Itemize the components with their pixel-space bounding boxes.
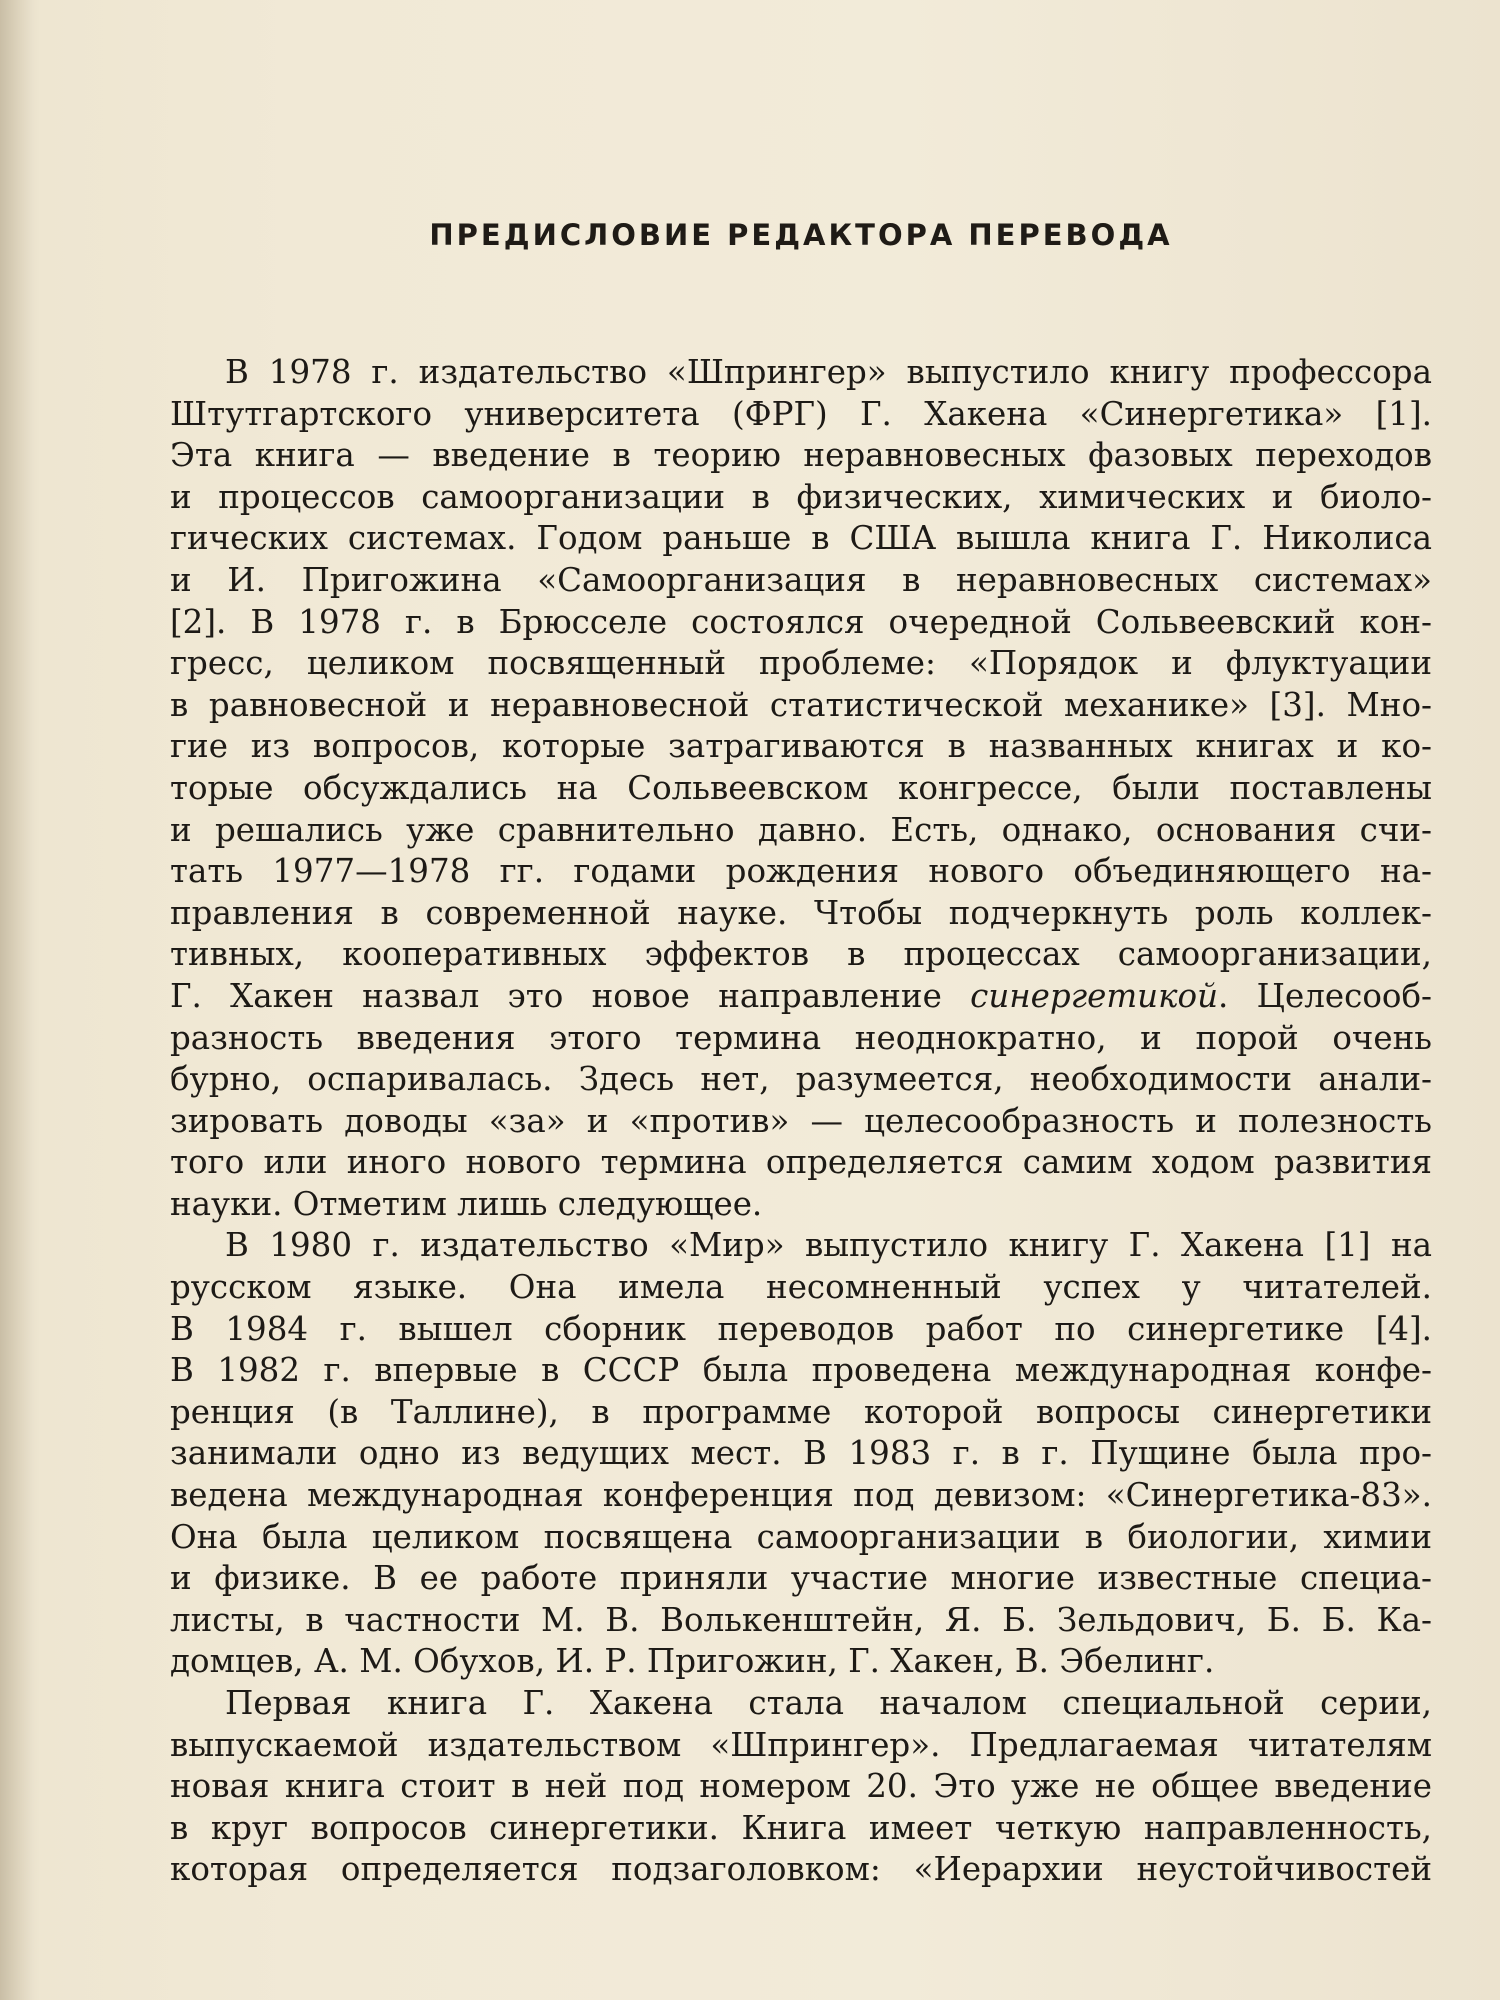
text-line: занимали одно из ведущих мест. В 1983 г. в г. Пущине была про- <box>170 1434 1432 1473</box>
text-line: [2]. В 1978 г. в Брюсселе состоялся очередной Сольвеевский кон- <box>170 602 1432 641</box>
paragraph-3 <box>170 1683 1432 1891</box>
text-line: и И. Пригожина «Самоорганизация в неравновесных системах» <box>170 560 1432 599</box>
text-line: В 1984 г. вышел сборник переводов работ по синергетике [4]. <box>170 1309 1432 1348</box>
text-line: В 1978 г. издательство «Шпрингер» выпустило книгу профессора <box>225 353 1432 391</box>
text-line: и решались уже сравнительно давно. Есть, однако, основания счи- <box>170 810 1432 849</box>
text-line: листы, в частности М. В. Волькенштейн, Я. Б. Зельдович, Б. Б. Ка- <box>170 1600 1432 1639</box>
text-line-part: . Целесооб- <box>1218 976 1432 1015</box>
text-line: которая определяется подзаголовком: «Иерархии неустойчивостей <box>170 1850 1432 1889</box>
page-title: ПРЕДИСЛОВИЕ РЕДАКТОРА ПЕРЕВОДА <box>429 218 1173 252</box>
text-line: тать 1977—1978 гг. годами рождения нового объединяющего на- <box>170 852 1432 891</box>
paragraph-1 <box>170 352 1432 1225</box>
text-line-with-italic <box>170 976 1432 1018</box>
text-line-part: Г. Хакен назвал это новое направление <box>170 976 942 1015</box>
paragraph-2 <box>170 1225 1432 1683</box>
text-line: выпускаемой издательством «Шпрингер». Предлагаемая читателям <box>170 1725 1432 1764</box>
text-line: тивных, кооперативных эффектов в процессах самоорганизации, <box>170 935 1432 974</box>
text-line: Первая книга Г. Хакена стала началом специальной серии, <box>225 1684 1432 1722</box>
text-line: русском языке. Она имела несомненный успех у читателей. <box>170 1268 1432 1307</box>
italic-term: синергетикой <box>970 976 1219 1015</box>
text-line: Она была целиком посвящена самоорганизации в биологии, химии <box>170 1517 1432 1556</box>
text-line: бурно, оспаривалась. Здесь нет, разумеется, необходимости анали- <box>170 1060 1432 1099</box>
text-line: разность введения этого термина неоднократно, и порой очень <box>170 1018 1432 1057</box>
text-line: правления в современной науке. Чтобы подчеркнуть роль коллек- <box>170 893 1432 932</box>
text-line: в равновесной и неравновесной статистической механике» [3]. Мно- <box>170 685 1432 724</box>
body-text <box>170 352 1432 1891</box>
book-page <box>170 0 1432 2000</box>
text-line: зировать доводы «за» и «против» — целесообразность и полезность <box>170 1101 1432 1140</box>
text-line: В 1980 г. издательство «Мир» выпустило книгу Г. Хакена [1] на <box>225 1226 1432 1265</box>
text-line: домцев, А. М. Обухов, И. Р. Пригожин, Г. Хакен, В. Эбелинг. <box>170 1642 1215 1681</box>
text-line: Эта книга — введение в теорию неравновесных фазовых переходов <box>170 436 1432 475</box>
text-line: и физике. В ее работе приняли участие многие известные специа- <box>170 1559 1432 1598</box>
text-line: гических системах. Годом раньше в США вышла книга Г. Николиса <box>170 519 1432 558</box>
text-line: гие из вопросов, которые затрагиваются в названных книгах и ко- <box>170 727 1432 766</box>
text-line: новая книга стоит в ней под номером 20. Это уже не общее введение <box>170 1767 1432 1806</box>
text-line: ведена международная конференция под девизом: «Синергетика-83». <box>170 1476 1432 1515</box>
text-line: В 1982 г. впервые в СССР была проведена международная конфе- <box>170 1351 1432 1390</box>
text-line: Штутгартского университета (ФРГ) Г. Хакена «Синергетика» [1]. <box>170 394 1432 433</box>
text-line: и процессов самоорганизации в физических, химических и биоло- <box>170 477 1432 516</box>
text-line: торые обсуждались на Сольвеевском конгрессе, были поставлены <box>170 768 1432 807</box>
book-spine-shadow <box>0 0 34 2000</box>
text-line: в круг вопросов синергетики. Книга имеет четкую направленность, <box>170 1808 1432 1847</box>
text-line: гресс, целиком посвященный проблеме: «Порядок и флуктуации <box>170 644 1432 683</box>
text-line: того или иного нового термина определяется самим ходом развития <box>170 1143 1432 1182</box>
text-line: ренция (в Таллине), в программе которой вопросы синергетики <box>170 1392 1432 1431</box>
text-line: науки. Отметим лишь следующее. <box>170 1184 763 1223</box>
